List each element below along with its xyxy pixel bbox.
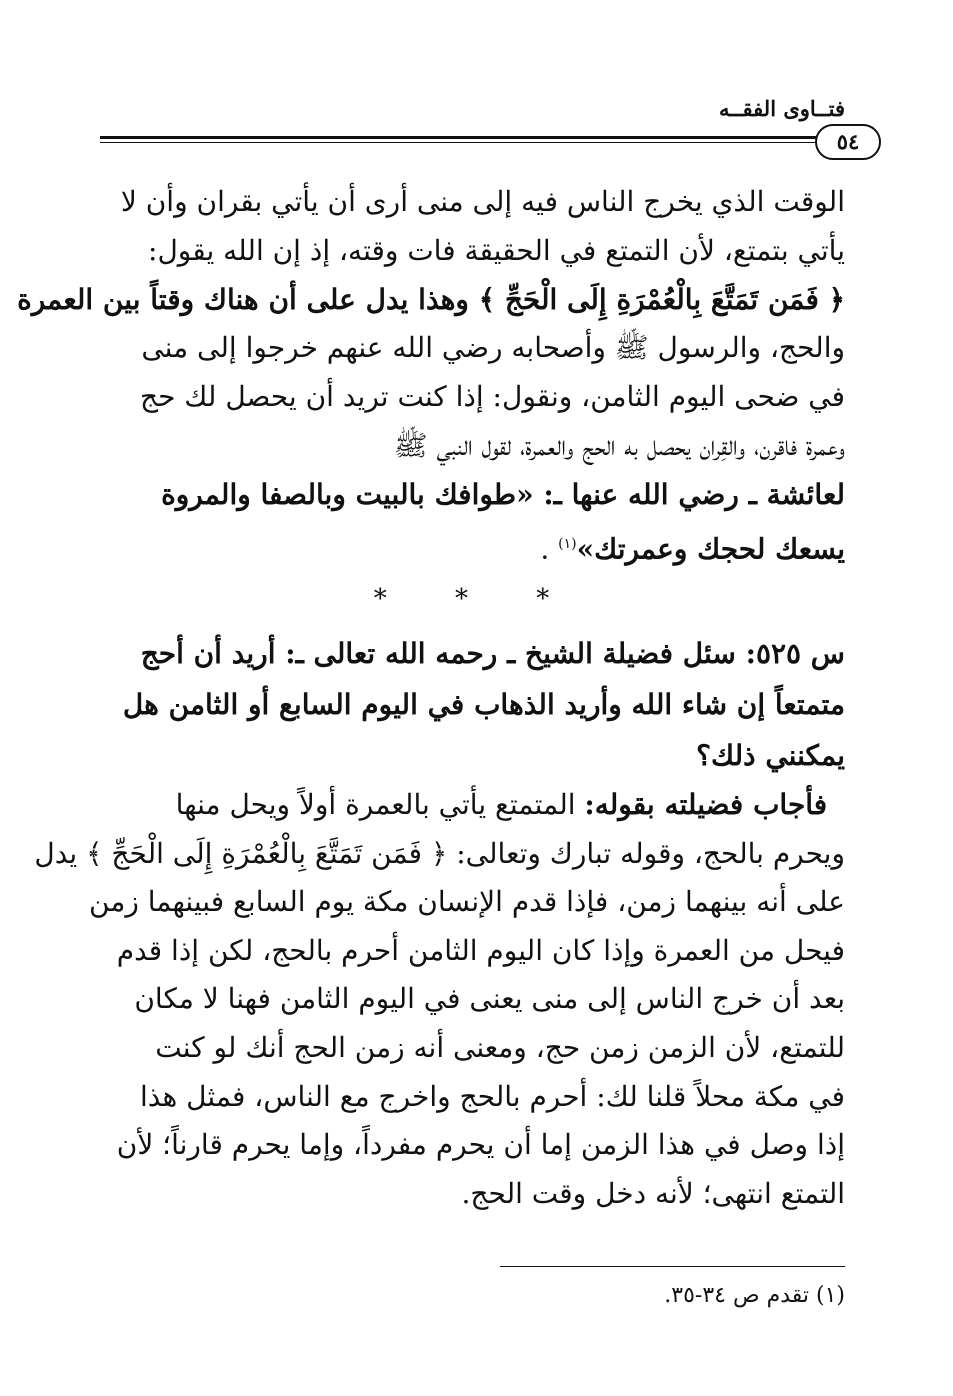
question-block xyxy=(100,628,845,781)
answer-line: ويحرم بالحج، وقوله تبارك وتعالى: ﴿ فَمَن تَمَتَّعَ بِالْعُمْرَةِ إِلَى الْحَجِّ ﴾ يدل xyxy=(34,836,845,870)
answer-text: المتمتع يأتي بالعمرة أولاً ويحل منها xyxy=(175,788,585,821)
header-rule-thin xyxy=(100,142,845,143)
footnote-divider xyxy=(500,1266,845,1267)
answer-line: للتمتع، لأن الزمن زمن حج، ومعنى أنه زمن الحج أنك لو كنت xyxy=(155,1030,845,1064)
answer-line: على أنه بينهما زمن، فإذا قدم الإنسان مكة يوم السابع فبينهما زمن xyxy=(89,885,845,919)
text-line: وعمرة فاقرن، والقِران يحصل به الحج والعمرة، لقول النبي ﷺ xyxy=(393,428,845,462)
running-title: فتــاوى الفقــه xyxy=(718,96,845,121)
text-line: والحج، والرسول ﷺ وأصحابه رضي الله عنهم خرجوا إلى منى xyxy=(141,331,845,365)
footnote: (١) تقدم ص ٣٤-٣٥. xyxy=(664,1283,845,1308)
page-number: ٥٤ xyxy=(815,124,881,160)
answer-line: فيحل من العمرة وإذا كان اليوم الثامن أحرم بالحج، لكن إذا قدم xyxy=(116,933,845,967)
text-line: في ضحى اليوم الثامن، ونقول: إذا كنت تريد أن يحصل لك حج xyxy=(140,380,845,414)
text-line: الوقت الذي يخرج الناس فيه إلى منى أرى أن يأتي بقران وأن لا xyxy=(120,185,845,218)
answer-line: بعد أن خرج الناس إلى منى يعنى في اليوم الثامن فهنا لا مكان xyxy=(134,982,845,1016)
answer-line: في مكة محلاً قلنا لك: أحرم بالحج واخرج مع الناس، فمثل هذا xyxy=(140,1079,845,1113)
answer-block xyxy=(34,781,845,1218)
text-line: يأتي بتمتع، لأن التمتع في الحقيقة فات وقته، إذ إن الله يقول: xyxy=(148,233,845,267)
quran-verse-line: ﴿ فَمَن تَمَتَّعَ بِالْعُمْرَةِ إِلَى الْحَجِّ ﴾ وهذا يدل على أن هناك وقتاً بين العمرة xyxy=(17,282,845,316)
question-line: س ٥٢٥: سئل فضيلة الشيخ ـ رحمه الله تعالى ـ: أريد أن أحج xyxy=(140,637,845,670)
hadith-last-line xyxy=(100,520,845,574)
answer-line: التمتع انتهى؛ لأنه دخل وقت الحج. xyxy=(461,1176,845,1210)
sentence-end: . xyxy=(540,531,559,565)
answer-line: إذا وصل في هذا الزمن إما أن يحرم مفرداً، وإما يحرم قارناً؛ لأن xyxy=(116,1128,845,1162)
header-rule xyxy=(100,136,845,139)
section-separator: * * * xyxy=(373,584,580,614)
paragraph-continuation xyxy=(17,178,845,574)
footnote-reference[interactable]: (١) xyxy=(558,535,577,552)
hadith-text: يسعك لحجك وعمرتك» xyxy=(576,531,845,565)
answer-first-line xyxy=(100,781,845,830)
hadith-line: لعائشة ـ رضي الله عنها ـ: «طوافك بالبيت وبالصفا والمروة xyxy=(161,477,845,511)
question-line: يمكنني ذلك؟ xyxy=(696,739,845,772)
question-line: متمتعاً إن شاء الله وأريد الذهاب في اليوم السابع أو الثامن هل xyxy=(122,688,845,721)
answer-lead: فأجاب فضيلته بقوله: xyxy=(584,788,828,821)
